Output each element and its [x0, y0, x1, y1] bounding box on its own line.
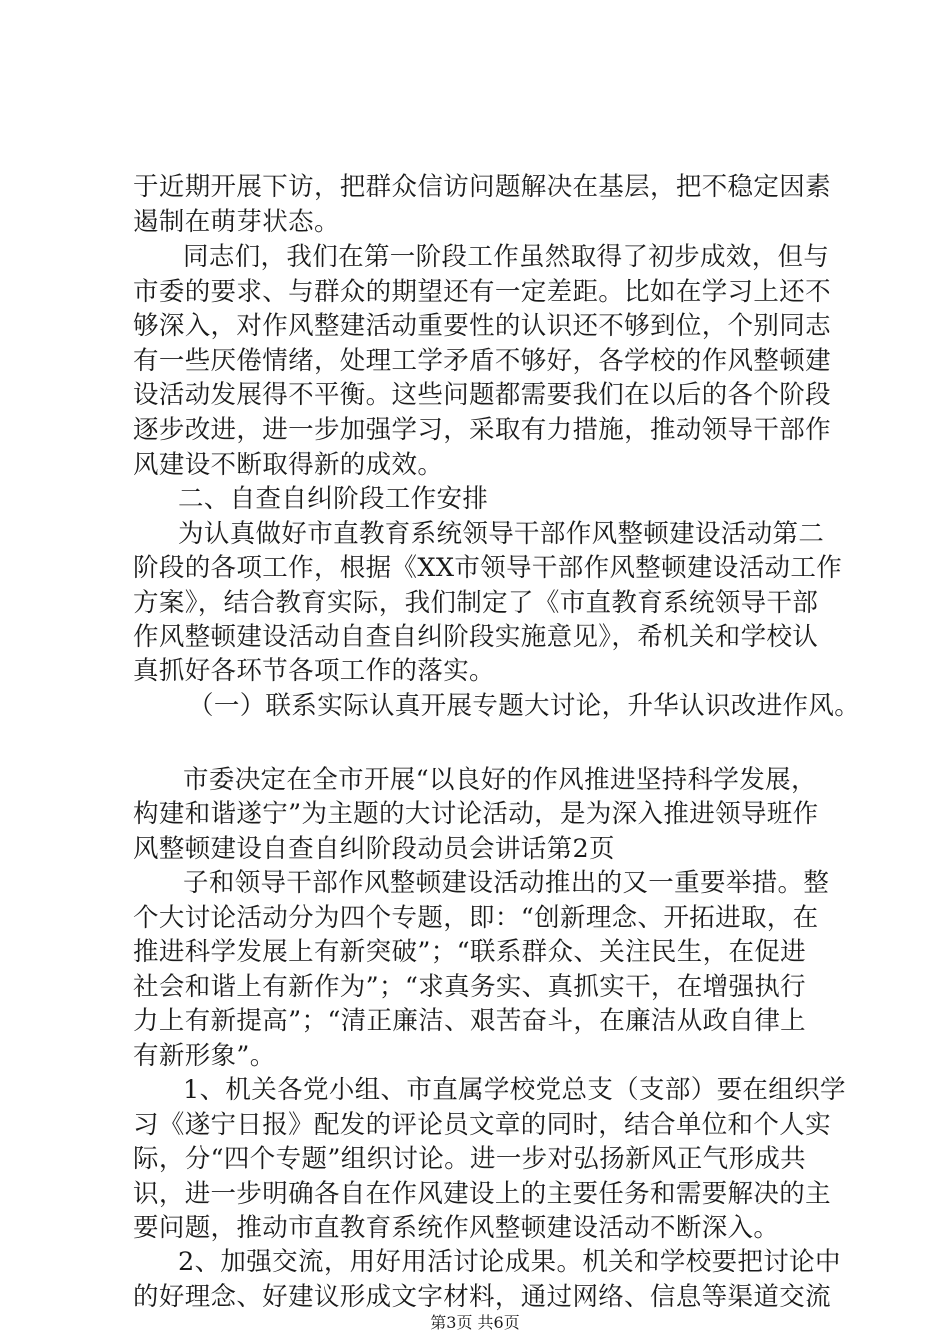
text-line: 阶段的各项工作，根据《XX市领导干部作风整顿建设活动工作 — [133, 553, 843, 583]
text-line: 风整顿建设自查自纠阶段动员会讲话第2页 — [133, 834, 615, 864]
text-line: 同志们，我们在第一阶段工作虽然取得了初步成效，但与 — [183, 242, 830, 272]
text-line: 风建设不断取得新的成效。 — [133, 450, 444, 480]
text-line: 方案》，结合教育实际，我们制定了《市直教育系统领导干部 — [133, 588, 819, 618]
text-line: 为认真做好市直教育系统领导干部作风整顿建设活动第二 — [178, 519, 825, 549]
text-line: 要问题，推动市直教育系统作风整顿建设活动不断深入。 — [133, 1213, 780, 1243]
text-line: 遏制在萌芽状态。 — [133, 207, 340, 237]
text-line: 1、机关各党小组、市直属学校党总支（支部）要在组织学 — [183, 1075, 846, 1105]
subsection-heading: （一）联系实际认真开展专题大讨论，升华认识改进作风。 — [188, 691, 861, 721]
text-line: 个大讨论活动分为四个专题，即：“创新理念、开拓进取，在 — [133, 903, 819, 933]
text-line: 市委的要求、与群众的期望还有一定差距。比如在学习上还不 — [133, 277, 831, 307]
text-line: 识，进一步明确各自在作风建设上的主要任务和需要解决的主 — [133, 1179, 831, 1209]
text-line: 有一些厌倦情绪，处理工学矛盾不够好，各学校的作风整顿建 — [133, 346, 831, 376]
text-line: 设活动发展得不平衡。这些问题都需要我们在以后的各个阶段 — [133, 380, 831, 410]
text-line: 的好理念、好建议形成文字材料，通过网络、信息等渠道交流 — [133, 1282, 831, 1312]
text-line: 够深入，对作风整建活动重要性的认识还不够到位，个别同志 — [133, 311, 831, 341]
page-number-footer: 第3页 共6页 — [430, 1313, 520, 1332]
text-line: 社会和谐上有新作为”；“求真务实、真抓实干，在增强执行 — [133, 972, 807, 1002]
text-line: 作风整顿建设活动自查自纠阶段实施意见》，希机关和学校认 — [133, 622, 819, 652]
text-line: 逐步改进，进一步加强学习，采取有力措施，推动领导干部作 — [133, 415, 831, 445]
text-line: 际，分“四个专题”组织讨论。进一步对弘扬新风正气形成共 — [133, 1144, 807, 1174]
text-line: 习《遂宁日报》配发的评论员文章的同时，结合单位和个人实 — [133, 1110, 831, 1140]
text-line: 推进科学发展上有新突破”；“联系群众、关注民生，在促进 — [133, 937, 807, 967]
text-line: 真抓好各环节各项工作的落实。 — [133, 656, 495, 686]
text-line: 子和领导干部作风整顿建设活动推出的又一重要举措。整 — [183, 868, 830, 898]
text-line: 2、加强交流，用好用活讨论成果。机关和学校要把讨论中 — [178, 1247, 841, 1277]
text-line: 市委决定在全市开展“以良好的作风推进坚持科学发展， — [183, 765, 817, 795]
text-line: 构建和谐遂宁”为主题的大讨论活动，是为深入推进领导班作 — [133, 799, 819, 829]
section-heading: 二、自查自纠阶段工作安排 — [178, 484, 489, 514]
text-line: 力上有新提高”；“清正廉洁、艰苦奋斗，在廉洁从政自律上 — [133, 1006, 807, 1036]
text-line: 于近期开展下访，把群众信访问题解决在基层，把不稳定因素 — [133, 172, 831, 202]
text-line: 有新形象”。 — [133, 1041, 276, 1071]
